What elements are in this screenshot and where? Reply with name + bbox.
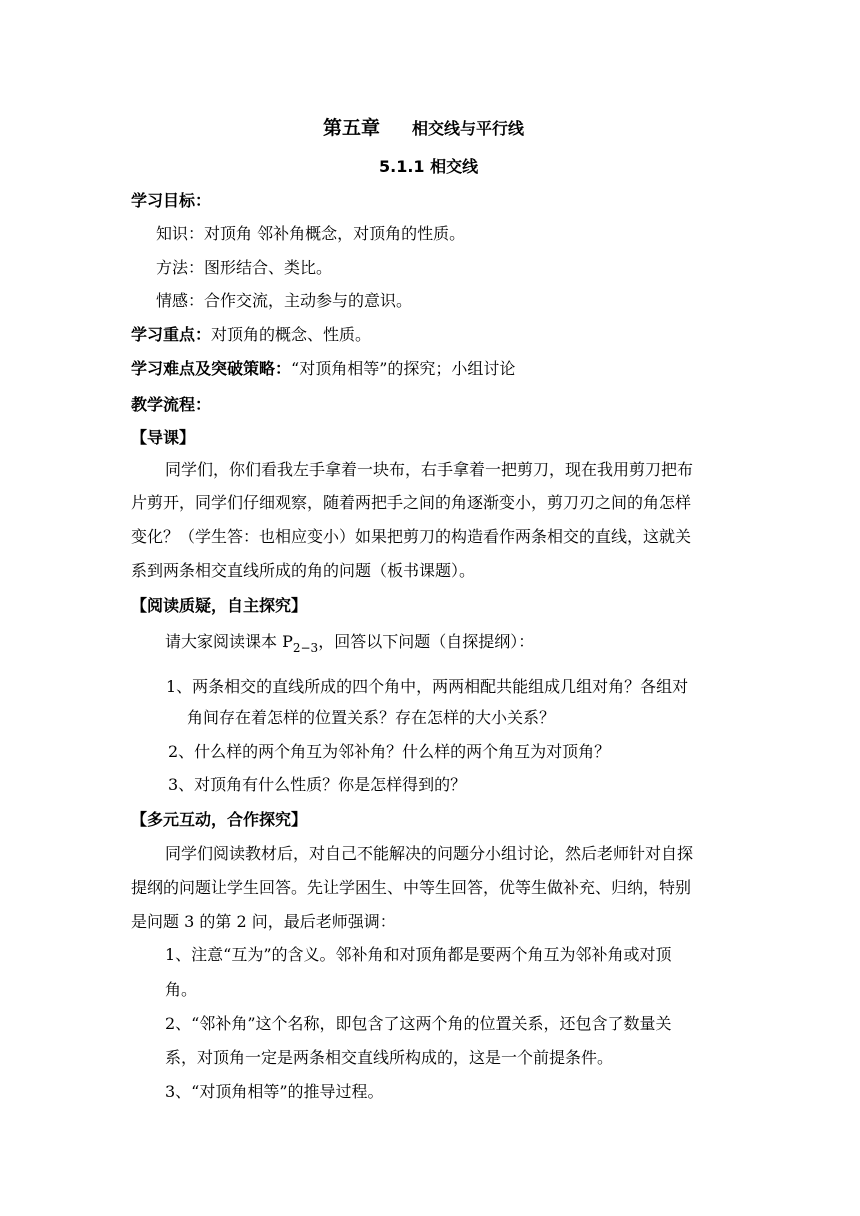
point-1-cont: 角。 — [165, 980, 198, 999]
chapter-title — [323, 117, 524, 140]
intro-line: 同学们，你们看我左手拿着一块布，右手拿着一把剪刀，现在我用剪刀把布 — [165, 460, 694, 479]
section-title: 5.1.1 相交线 — [379, 157, 479, 176]
point-2-cont: 系，对顶角一定是两条相交直线所构成的，这是一个前提条件。 — [165, 1048, 614, 1067]
chapter-name: 相交线与平行线 — [412, 119, 525, 138]
objective-knowledge: 知识：对顶角 邻补角概念，对顶角的性质。 — [156, 224, 466, 243]
interaction-line: 提纲的问题让学生回答。先让学困生、中等生回答，优等生做补充、归纳，特别 — [131, 878, 692, 897]
key-point-label: 学习重点： — [131, 325, 212, 344]
question-3: 3、对顶角有什么性质？你是怎样得到的？ — [168, 775, 467, 794]
point-1: 1、注意“互为”的含义。邻补角和对顶角都是要两个角互为邻补角或对顶 — [165, 945, 672, 964]
interaction-line: 是问题 3 的第 2 问，最后老师强调： — [131, 912, 396, 931]
reading-heading: 【阅读质疑，自主探究】 — [131, 596, 308, 615]
difficulty-text: “对顶角相等”的探究；小组讨论 — [291, 359, 516, 378]
question-2: 2、什么样的两个角互为邻补角？什么样的两个角互为对顶角？ — [168, 742, 611, 761]
difficulty-label: 学习难点及突破策略： — [131, 359, 292, 378]
interaction-heading: 【多元互动，合作探究】 — [131, 810, 308, 829]
chapter-number: 第五章 — [323, 117, 381, 139]
reading-prompt-text: 请大家阅读课本 P — [165, 632, 293, 651]
key-point — [131, 324, 371, 346]
key-point-text: 对顶角的概念、性质。 — [211, 325, 372, 344]
page-range-subscript: 2−3 — [292, 641, 319, 655]
flow-heading: 教学流程： — [131, 395, 212, 414]
intro-heading: 【导课】 — [131, 428, 196, 447]
reading-prompt — [165, 631, 534, 659]
point-2: 2、“邻补角”这个名称，即包含了这两个角的位置关系，还包含了数量关 — [165, 1014, 672, 1033]
point-3: 3、“对顶角相等”的推导过程。 — [165, 1082, 384, 1101]
intro-line: 片剪开，同学们仔细观察，随着两把手之间的角逐渐变小，剪刀刃之间的角怎样 — [131, 493, 692, 512]
objectives-heading: 学习目标： — [131, 191, 212, 210]
intro-line: 系到两条相交直线所成的角的问题（板书课题）。 — [131, 561, 476, 580]
objective-method: 方法：图形结合、类比。 — [156, 258, 333, 277]
intro-line: 变化？（学生答：也相应变小）如果把剪刀的构造看作两条相交的直线，这就关 — [131, 527, 692, 546]
reading-prompt-tail: ，回答以下问题（自探提纲）： — [318, 632, 535, 651]
objective-emotion: 情感：合作交流，主动参与的意识。 — [156, 291, 413, 310]
question-1: 1、两条相交的直线所成的四个角中，两两相配共能组成几组对角？各组对 — [166, 677, 689, 696]
question-1-cont: 角间存在着怎样的位置关系？存在怎样的大小关系？ — [187, 708, 556, 727]
difficulty — [131, 358, 515, 380]
interaction-line: 同学们阅读教材后，对自己不能解决的问题分小组讨论，然后老师针对自探 — [165, 844, 694, 863]
